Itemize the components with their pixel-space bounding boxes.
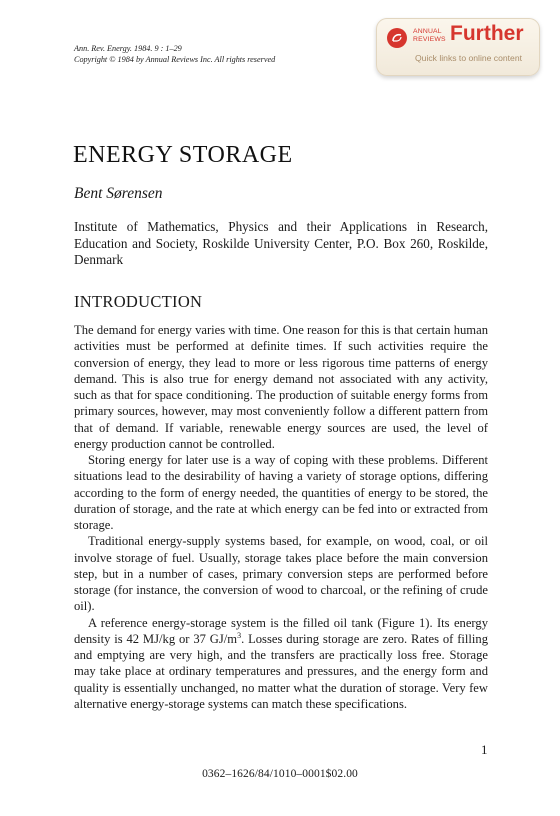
author-name: Bent Sørensen [74, 185, 163, 202]
badge-annual-text: ANNUAL [413, 28, 442, 35]
article-title: ENERGY STORAGE [73, 142, 293, 168]
paragraph: The demand for energy varies with time. One reason for this is that certain human activities must be performed at definite times. If such activities require the conversion of energy, they lead to more or less rigorous time patterns of energy demand. This is also true for energy demand not associated with any activity, such as that for space conditioning. The production of suitable energy forms from primary sources, however, may most conveniently follow a different pattern from that of demand. If variable, renewable energy sources are used, the level of energy production cannot be controlled. [74, 323, 488, 451]
badge-subtitle: Quick links to online content [415, 53, 523, 63]
page-number: 1 [481, 742, 488, 757]
paragraph-text: . Losses during storage are zero. Rates of filling and emptying are very high, and the transfers are practically loss free. Storage may take place at ordinary temperatures and pressures, and the energy form and quality is essentially unchanged, no matter what the duration of storage. Very few alternative energy-storage systems can match these specifications. [74, 631, 488, 711]
badge-reviews-text: REVIEWS [413, 36, 446, 43]
paragraph-text: A reference energy-storage system is the filled oil tank (Figure 1). Its energy density is 42 MJ/kg or 37 GJ/m [74, 615, 488, 646]
citation-line-journal: Ann. Rev. Energy. 1984. 9 : 1–29 [74, 44, 182, 53]
author-affiliation: Institute of Mathematics, Physics and their Applications in Research, Education and Society, Roskilde University Center, P.O. Box 260, Roskilde, Denmark [74, 219, 488, 268]
badge-publisher-name [413, 28, 446, 44]
journal-citation [74, 43, 275, 65]
article-code: 0362–1626/84/1010–0001$02.00 [202, 768, 358, 780]
further-links-badge[interactable] [376, 18, 540, 76]
badge-further-label: Further [450, 22, 524, 45]
paragraph: Storing energy for later use is a way of coping with these problems. Different situations lead to the desirability of having a variety of storage options, differing according to the form of energy needed, the quantities of energy to be stored, the duration of storage, and the rate at which energy can be fed into or extracted from storage. [74, 453, 488, 532]
superscript: 3 [237, 630, 242, 640]
paragraph [74, 615, 488, 713]
citation-line-copyright: Copyright © 1984 by Annual Reviews Inc. All rights reserved [74, 55, 276, 64]
section-heading-introduction: INTRODUCTION [74, 292, 203, 311]
paragraph: Traditional energy-supply systems based, for example, on wood, coal, or oil involve storage of fuel. Usually, storage takes place before the main conversion step, but in a number of cases, primary conversion steps are performed before storage (for instance, the conversion of wood to charcoal, or the refining of crude oil). [74, 534, 488, 614]
article-body [74, 322, 488, 712]
annual-reviews-logo-icon [387, 28, 407, 48]
